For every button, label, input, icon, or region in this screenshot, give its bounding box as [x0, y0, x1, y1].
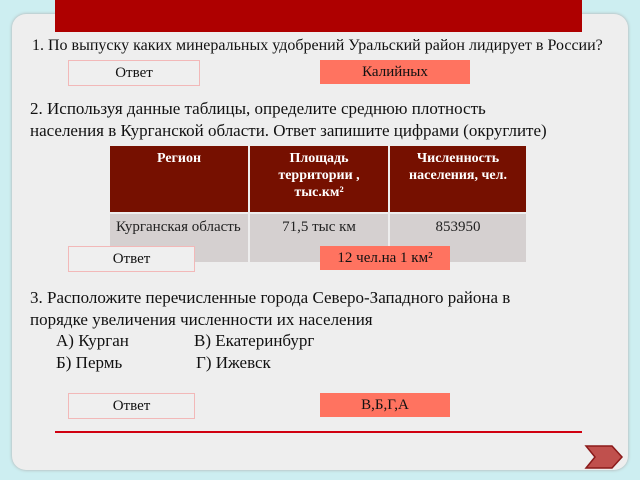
cell-region: Курганская область [109, 213, 249, 263]
header-region: Регион [109, 145, 249, 213]
answer-3-value[interactable]: В,Б,Г,А [320, 393, 450, 417]
header-area: Площадь территории , тыс.км² [249, 145, 389, 213]
question-2-line1: 2. Используя данные таблицы, определите среднюю плотность [30, 99, 486, 118]
option-b: Б) Пермь [56, 353, 123, 372]
header-population: Численность населения, чел. [389, 145, 527, 213]
question-2-line2: населения в Курганской области. Ответ запишите цифрами (округлите) [30, 121, 547, 140]
divider-line [55, 431, 582, 433]
cell-area: 71,5 тыс км [249, 213, 389, 263]
next-arrow-icon[interactable] [584, 444, 624, 470]
title-bar [55, 0, 582, 32]
answer-2-button[interactable]: Ответ [68, 246, 195, 272]
option-a: А) Курган [56, 331, 129, 350]
answer-2-value[interactable]: 12 чел.на 1 км² [320, 246, 450, 270]
option-g: Г) Ижевск [196, 353, 271, 372]
question-3-line2: порядке увеличения численности их населения [30, 310, 373, 329]
option-v: В) Екатеринбург [194, 331, 315, 350]
question-3-line1: 3. Расположите перечисленные города Северо-Западного района в [30, 288, 511, 307]
question-1: 1. По выпуску каких минеральных удобрений Уральский район лидирует в России? [32, 37, 603, 54]
answer-3-button[interactable]: Ответ [68, 393, 195, 419]
cell-population: 853950 [389, 213, 527, 263]
answer-1-value[interactable]: Калийных [320, 60, 470, 84]
answer-1-button[interactable]: Ответ [68, 60, 200, 86]
